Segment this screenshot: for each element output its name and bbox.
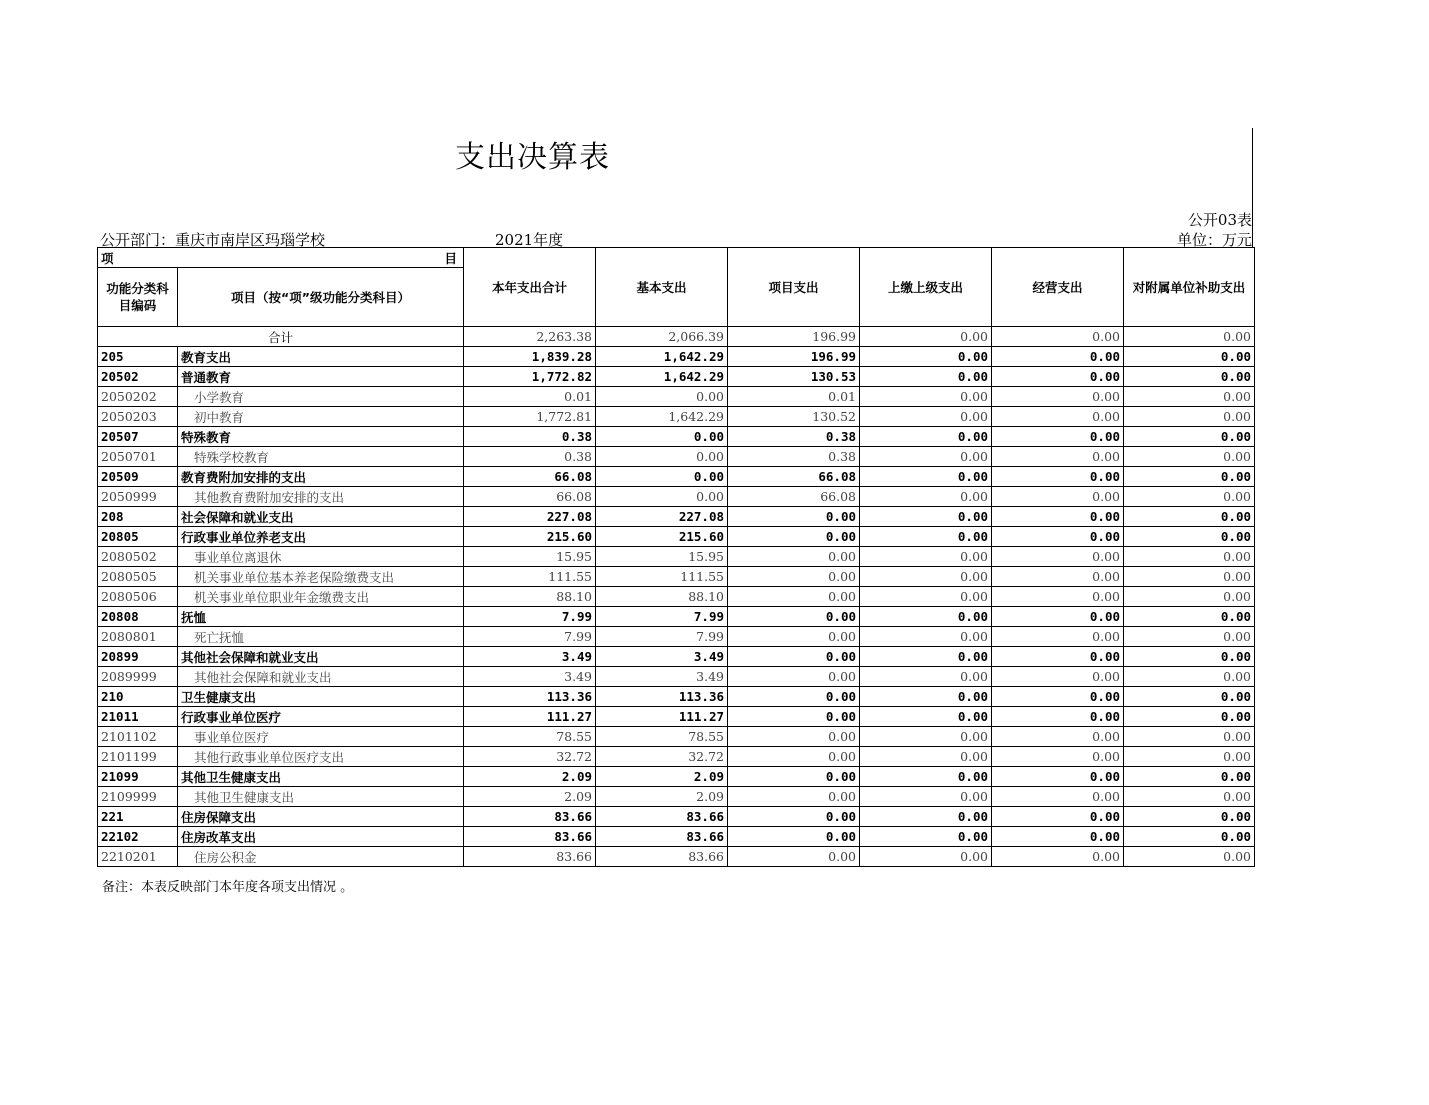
- row-value: 0.38: [728, 427, 860, 447]
- row-value: 0.00: [1124, 827, 1255, 847]
- row-value: 0.00: [860, 367, 992, 387]
- table-row: [98, 527, 1255, 547]
- row-value: 111.27: [596, 707, 728, 727]
- row-value: 0.00: [860, 827, 992, 847]
- row-value: 1,642.29: [596, 407, 728, 427]
- row-value: 0.00: [992, 647, 1124, 667]
- row-value: 215.60: [464, 527, 596, 547]
- row-value: 0.38: [464, 427, 596, 447]
- table-row: [98, 387, 1255, 407]
- row-value: 0.00: [992, 467, 1124, 487]
- row-code: 2080506: [98, 587, 178, 607]
- row-value: 83.66: [596, 807, 728, 827]
- unit-label: 单位：万元: [1176, 231, 1252, 249]
- row-name: 事业单位医疗: [178, 727, 464, 747]
- row-value: 0.00: [860, 607, 992, 627]
- row-code: 2050203: [98, 407, 178, 427]
- row-code: 21099: [98, 767, 178, 787]
- row-value: 0.00: [1124, 747, 1255, 767]
- row-code: 20805: [98, 527, 178, 547]
- table-row: [98, 487, 1255, 507]
- row-value: 2.09: [596, 767, 728, 787]
- row-name: 特殊教育: [178, 427, 464, 447]
- row-value: 0.38: [728, 447, 860, 467]
- row-value: 0.00: [728, 507, 860, 527]
- row-value: 0.00: [860, 627, 992, 647]
- row-value: 0.00: [1124, 627, 1255, 647]
- row-value: 0.00: [860, 767, 992, 787]
- form-number: 公开03表: [1187, 211, 1252, 229]
- row-value: 0.00: [596, 427, 728, 447]
- row-value: 0.00: [728, 627, 860, 647]
- row-code: 205: [98, 347, 178, 367]
- row-value: 0.00: [860, 787, 992, 807]
- total-value: 0.00: [860, 327, 992, 347]
- row-name: 事业单位离退休: [178, 547, 464, 567]
- row-code: 22102: [98, 827, 178, 847]
- row-value: 0.00: [728, 567, 860, 587]
- row-code: 2101102: [98, 727, 178, 747]
- row-value: 0.00: [1124, 507, 1255, 527]
- row-code: 2080502: [98, 547, 178, 567]
- row-value: 0.00: [1124, 787, 1255, 807]
- row-value: 0.00: [860, 387, 992, 407]
- row-value: 0.00: [992, 627, 1124, 647]
- row-value: 0.00: [992, 387, 1124, 407]
- row-value: 66.08: [464, 487, 596, 507]
- row-name: 行政事业单位医疗: [178, 707, 464, 727]
- row-name: 特殊学校教育: [178, 447, 464, 467]
- row-value: 0.00: [992, 687, 1124, 707]
- row-value: 0.00: [596, 387, 728, 407]
- row-value: 3.49: [596, 667, 728, 687]
- row-name: 住房公积金: [178, 847, 464, 867]
- table-row: [98, 807, 1255, 827]
- row-value: 0.00: [992, 827, 1124, 847]
- table-row: [98, 847, 1255, 867]
- row-code: 210: [98, 687, 178, 707]
- department-label: 公开部门：重庆市南岸区玛瑙学校: [100, 231, 326, 249]
- row-value: 0.00: [728, 767, 860, 787]
- table-row: [98, 427, 1255, 447]
- row-value: 196.99: [728, 347, 860, 367]
- row-value: 0.00: [860, 447, 992, 467]
- row-value: 0.00: [728, 547, 860, 567]
- row-value: 0.00: [1124, 667, 1255, 687]
- row-value: 32.72: [596, 747, 728, 767]
- row-code: 208: [98, 507, 178, 527]
- row-value: 83.66: [464, 847, 596, 867]
- table-row: [98, 367, 1255, 387]
- row-code: 2101199: [98, 747, 178, 767]
- row-value: 32.72: [464, 747, 596, 767]
- table-row: [98, 707, 1255, 727]
- row-value: 0.00: [860, 687, 992, 707]
- row-value: 0.00: [860, 527, 992, 547]
- row-value: 0.01: [464, 387, 596, 407]
- row-value: 15.95: [464, 547, 596, 567]
- row-name: 卫生健康支出: [178, 687, 464, 707]
- row-value: 0.00: [728, 727, 860, 747]
- total-value: 2,066.39: [596, 327, 728, 347]
- row-value: 15.95: [596, 547, 728, 567]
- row-value: 0.00: [860, 807, 992, 827]
- header-col-basic: 基本支出: [596, 248, 728, 327]
- row-value: 0.00: [1124, 387, 1255, 407]
- row-value: 0.00: [860, 647, 992, 667]
- row-value: 0.00: [728, 647, 860, 667]
- row-value: 3.49: [464, 667, 596, 687]
- row-value: 0.00: [728, 667, 860, 687]
- row-name: 其他卫生健康支出: [178, 787, 464, 807]
- row-value: 83.66: [464, 807, 596, 827]
- row-value: 0.00: [1124, 767, 1255, 787]
- header-item-cell: [98, 248, 464, 268]
- row-value: 1,839.28: [464, 347, 596, 367]
- row-code: 2050202: [98, 387, 178, 407]
- row-value: 0.00: [728, 847, 860, 867]
- row-value: 130.52: [728, 407, 860, 427]
- total-value: 196.99: [728, 327, 860, 347]
- row-name: 小学教育: [178, 387, 464, 407]
- table-row: [98, 687, 1255, 707]
- header-item-left: 项: [101, 250, 114, 266]
- row-value: 0.00: [1124, 347, 1255, 367]
- row-name: 其他社会保障和就业支出: [178, 647, 464, 667]
- right-border-line: [1252, 128, 1253, 248]
- row-value: 0.00: [992, 807, 1124, 827]
- row-value: 83.66: [596, 847, 728, 867]
- row-value: 0.00: [1124, 647, 1255, 667]
- row-code: 20507: [98, 427, 178, 447]
- row-code: 20502: [98, 367, 178, 387]
- header-col-operating: 经营支出: [992, 248, 1124, 327]
- row-value: 0.38: [464, 447, 596, 467]
- row-name: 抚恤: [178, 607, 464, 627]
- row-code: 2109999: [98, 787, 178, 807]
- row-name: 其他卫生健康支出: [178, 767, 464, 787]
- row-value: 7.99: [464, 607, 596, 627]
- row-value: 88.10: [464, 587, 596, 607]
- row-value: 0.00: [992, 767, 1124, 787]
- row-value: 111.55: [596, 567, 728, 587]
- row-value: 0.00: [992, 587, 1124, 607]
- row-name: 死亡抚恤: [178, 627, 464, 647]
- row-value: 0.00: [860, 467, 992, 487]
- row-value: 0.00: [1124, 467, 1255, 487]
- row-value: 0.00: [992, 787, 1124, 807]
- row-code: 20808: [98, 607, 178, 627]
- table-row: [98, 827, 1255, 847]
- table-row: [98, 447, 1255, 467]
- row-value: 0.00: [1124, 447, 1255, 467]
- row-name: 住房保障支出: [178, 807, 464, 827]
- row-code: 20509: [98, 467, 178, 487]
- row-value: 0.00: [992, 487, 1124, 507]
- row-name: 其他行政事业单位医疗支出: [178, 747, 464, 767]
- header-name-col: 项目（按“项”级功能分类科目）: [178, 268, 464, 327]
- row-value: 0.00: [1124, 527, 1255, 547]
- table-row: [98, 467, 1255, 487]
- row-value: 0.00: [860, 547, 992, 567]
- footnote: 备注：本表反映部门本年度各项支出情况 。: [102, 880, 354, 895]
- row-value: 0.00: [596, 487, 728, 507]
- row-value: 0.00: [1124, 727, 1255, 747]
- row-name: 社会保障和就业支出: [178, 507, 464, 527]
- table-row: [98, 767, 1255, 787]
- row-value: 7.99: [464, 627, 596, 647]
- row-value: 0.00: [1124, 687, 1255, 707]
- row-value: 0.00: [728, 747, 860, 767]
- row-value: 113.36: [596, 687, 728, 707]
- table-row: [98, 567, 1255, 587]
- row-value: 78.55: [596, 727, 728, 747]
- row-name: 教育费附加安排的支出: [178, 467, 464, 487]
- row-value: 1,642.29: [596, 347, 728, 367]
- row-value: 0.00: [860, 587, 992, 607]
- row-value: 0.00: [992, 847, 1124, 867]
- row-value: 0.00: [992, 407, 1124, 427]
- row-value: 0.00: [728, 587, 860, 607]
- row-value: 78.55: [464, 727, 596, 747]
- row-value: 0.00: [992, 547, 1124, 567]
- row-value: 3.49: [464, 647, 596, 667]
- row-value: 0.00: [992, 367, 1124, 387]
- table-row: [98, 587, 1255, 607]
- header-col-remit: 上缴上级支出: [860, 248, 992, 327]
- row-value: 0.00: [728, 607, 860, 627]
- row-value: 2.09: [464, 767, 596, 787]
- row-value: 1,642.29: [596, 367, 728, 387]
- table-row: [98, 727, 1255, 747]
- table-row: [98, 607, 1255, 627]
- row-value: 0.00: [992, 567, 1124, 587]
- row-value: 1,772.82: [464, 367, 596, 387]
- row-name: 初中教育: [178, 407, 464, 427]
- row-name: 其他社会保障和就业支出: [178, 667, 464, 687]
- header-col-project: 项目支出: [728, 248, 860, 327]
- row-value: 0.00: [860, 487, 992, 507]
- row-value: 0.00: [1124, 407, 1255, 427]
- row-value: 0.00: [992, 747, 1124, 767]
- row-value: 0.00: [992, 347, 1124, 367]
- row-value: 0.00: [992, 707, 1124, 727]
- row-value: 0.00: [1124, 367, 1255, 387]
- row-value: 0.00: [992, 727, 1124, 747]
- row-value: 0.00: [992, 607, 1124, 627]
- row-value: 66.08: [464, 467, 596, 487]
- row-value: 88.10: [596, 587, 728, 607]
- row-value: 66.08: [728, 487, 860, 507]
- row-value: 0.00: [1124, 547, 1255, 567]
- row-value: 0.00: [992, 527, 1124, 547]
- row-value: 227.08: [464, 507, 596, 527]
- table-row: [98, 647, 1255, 667]
- row-name: 住房改革支出: [178, 827, 464, 847]
- row-name: 机关事业单位基本养老保险缴费支出: [178, 567, 464, 587]
- page-title: 支出决算表: [455, 140, 610, 175]
- row-value: 0.00: [860, 507, 992, 527]
- table-row: [98, 347, 1255, 367]
- row-value: 227.08: [596, 507, 728, 527]
- row-value: 0.00: [1124, 807, 1255, 827]
- row-value: 0.00: [1124, 847, 1255, 867]
- row-value: 0.00: [728, 527, 860, 547]
- row-value: 0.00: [728, 827, 860, 847]
- row-value: 215.60: [596, 527, 728, 547]
- row-value: 0.00: [728, 707, 860, 727]
- row-value: 111.27: [464, 707, 596, 727]
- row-value: 0.00: [1124, 487, 1255, 507]
- row-value: 0.00: [860, 847, 992, 867]
- row-code: 2050999: [98, 487, 178, 507]
- row-value: 0.00: [860, 707, 992, 727]
- row-value: 3.49: [596, 647, 728, 667]
- row-code: 21011: [98, 707, 178, 727]
- row-value: 0.00: [728, 687, 860, 707]
- row-value: 0.00: [992, 427, 1124, 447]
- row-code: 20899: [98, 647, 178, 667]
- table-row: [98, 787, 1255, 807]
- table-row: [98, 667, 1255, 687]
- row-value: 111.55: [464, 567, 596, 587]
- row-code: 221: [98, 807, 178, 827]
- row-name: 教育支出: [178, 347, 464, 367]
- row-value: 0.00: [992, 507, 1124, 527]
- row-code: 2089999: [98, 667, 178, 687]
- header-col-subsidy: 对附属单位补助支出: [1124, 248, 1255, 327]
- row-value: 0.00: [860, 347, 992, 367]
- row-value: 0.00: [728, 807, 860, 827]
- row-value: 0.00: [860, 747, 992, 767]
- total-row: [98, 327, 1255, 347]
- row-name: 普通教育: [178, 367, 464, 387]
- row-value: 0.00: [596, 447, 728, 467]
- row-code: 2210201: [98, 847, 178, 867]
- row-value: 0.00: [992, 667, 1124, 687]
- row-value: 0.00: [1124, 587, 1255, 607]
- row-value: 0.00: [860, 727, 992, 747]
- row-value: 0.00: [860, 667, 992, 687]
- row-value: 0.00: [728, 787, 860, 807]
- row-value: 0.00: [860, 567, 992, 587]
- table-row: [98, 507, 1255, 527]
- row-value: 2.09: [596, 787, 728, 807]
- row-value: 2.09: [464, 787, 596, 807]
- row-code: 2080505: [98, 567, 178, 587]
- row-value: 0.01: [728, 387, 860, 407]
- row-value: 83.66: [596, 827, 728, 847]
- row-value: 0.00: [992, 447, 1124, 467]
- row-value: 0.00: [1124, 427, 1255, 447]
- table-row: [98, 407, 1255, 427]
- row-value: 83.66: [464, 827, 596, 847]
- row-value: 1,772.81: [464, 407, 596, 427]
- total-value: 0.00: [1124, 327, 1255, 347]
- row-name: 行政事业单位养老支出: [178, 527, 464, 547]
- row-value: 66.08: [728, 467, 860, 487]
- header-code-col: 功能分类科目编码: [98, 268, 178, 327]
- header-item-right: 目: [444, 250, 458, 266]
- row-value: 130.53: [728, 367, 860, 387]
- row-value: 0.00: [1124, 707, 1255, 727]
- header-col-total: 本年支出合计: [464, 248, 596, 327]
- row-name: 机关事业单位职业年金缴费支出: [178, 587, 464, 607]
- row-value: 113.36: [464, 687, 596, 707]
- expenditure-table: [97, 247, 1255, 867]
- fiscal-year: 2021年度: [495, 231, 564, 249]
- table-row: [98, 547, 1255, 567]
- row-value: 0.00: [1124, 607, 1255, 627]
- row-value: 0.00: [596, 467, 728, 487]
- row-code: 2050701: [98, 447, 178, 467]
- total-value: 0.00: [992, 327, 1124, 347]
- total-value: 2,263.38: [464, 327, 596, 347]
- row-value: 7.99: [596, 627, 728, 647]
- total-label: 合计: [98, 327, 464, 347]
- row-value: 0.00: [860, 427, 992, 447]
- row-name: 其他教育费附加安排的支出: [178, 487, 464, 507]
- row-value: 0.00: [860, 407, 992, 427]
- row-value: 7.99: [596, 607, 728, 627]
- table-row: [98, 627, 1255, 647]
- row-code: 2080801: [98, 627, 178, 647]
- row-value: 0.00: [1124, 567, 1255, 587]
- table-row: [98, 747, 1255, 767]
